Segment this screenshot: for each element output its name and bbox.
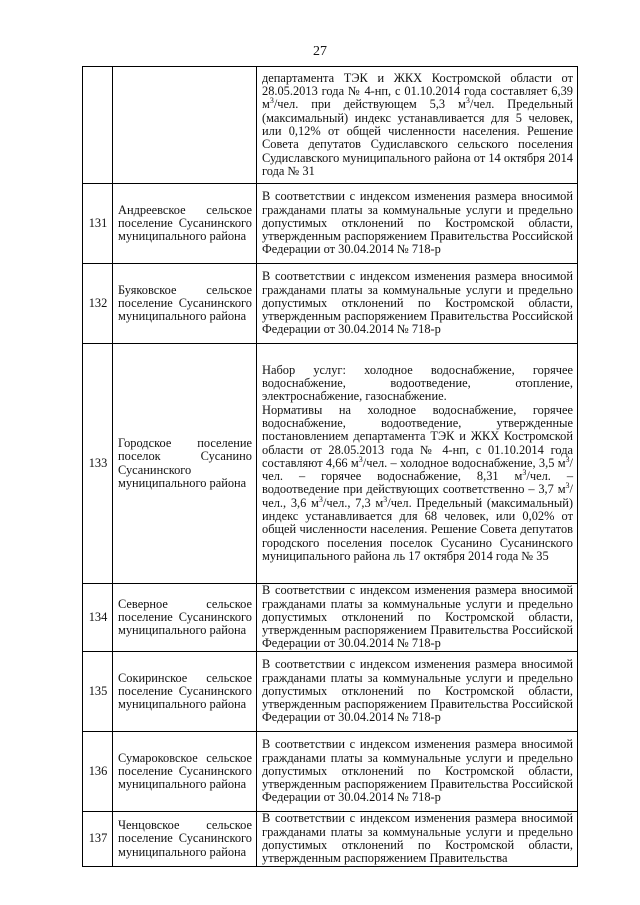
row-description: В соответствии с индексом изменения размера вносимой гражданами платы за коммунальные услуги и предельно допустимых отклонений по Костромской области, утвержденным распоряжением Правительства Российской Федерации от 30.04.2014 № 718-р	[257, 652, 578, 732]
row-description: департамента ТЭК и ЖКХ Костромской области от 28.05.2013 года № 4-нп, с 01.10.2014 года составляет 6,39 $м^3$/чел. при действующем 5,3 $м^3$/чел. Предельный (максимальный) индекс устанавливается для 5 человек, или 0,12% от общей численности населения. Решение Совета депутатов Судиславского сельского поселения Судиславского муниципального района от 14 октября 2014 года № 31	[257, 67, 578, 184]
row-description: В соответствии с индексом изменения размера вносимой гражданами платы за коммунальные услуги и предельно допустимых отклонений по Костромской области, утвержденным распоряжением Правительства Российской Федерации от 30.04.2014 № 718-р	[257, 732, 578, 812]
table-row	[83, 812, 578, 867]
settlement-name: Городское поселение поселок Сусанино Сусанинского муниципального района	[113, 344, 257, 584]
row-number: 134	[83, 584, 113, 652]
table-row	[83, 264, 578, 344]
settlement-name: Северное сельское поселение Сусанинского муниципального района	[113, 584, 257, 652]
row-description: В соответствии с индексом изменения размера вносимой гражданами платы за коммунальные услуги и предельно допустимых отклонений по Костромской области, утвержденным распоряжением Правительства Российской Федерации от 30.04.2014 № 718-р	[257, 264, 578, 344]
settlements-table	[82, 66, 578, 867]
services-list: Набор услуг: холодное водоснабжение, горячее водоснабжение, водоотведение, отопление, электроснабжение, газоснабжение.	[262, 362, 573, 404]
row-number: 137	[83, 812, 113, 867]
table-row	[83, 652, 578, 732]
settlement-name	[113, 67, 257, 184]
row-description: В соответствии с индексом изменения размера вносимой гражданами платы за коммунальные услуги и предельно допустимых отклонений по Костромской области, утвержденным распоряжением Правительства Российской Федерации от 30.04.2014 № 718-р	[257, 184, 578, 264]
row-number: 136	[83, 732, 113, 812]
table-row	[83, 67, 578, 184]
row-description: В соответствии с индексом изменения размера вносимой гражданами платы за коммунальные услуги и предельно допустимых отклонений по Костромской области, утвержденным распоряжением Правительства	[257, 812, 578, 867]
page-number: 27	[313, 44, 327, 59]
row-number	[83, 67, 113, 184]
row-number: 132	[83, 264, 113, 344]
table-row	[83, 584, 578, 652]
row-number: 133	[83, 344, 113, 584]
row-description: В соответствии с индексом изменения размера вносимой гражданами платы за коммунальные услуги и предельно допустимых отклонений по Костромской области, утвержденным распоряжением Правительства Российской Федерации от 30.04.2014 № 718-р	[257, 584, 578, 652]
norms-text: Нормативы на холодное водоснабжение, горячее водоснабжение, водоотведение, утвержденные постановлением департамента ТЭК и ЖКХ Костромской области от 28.05.2013 года № 4-нп, с 01.10.2014 года составляют 4,66 $м^3$/чел. – холодное водоснабжение, 3,5 $м^3$/чел. – горячее водоснабжение, 8,31 $м^3$/чел. – водоотведение при действующих соответственно – 3,7 $м^3$/чел., 3,6 $м^3$/чел., 7,3 $м^3$/чел. Предельный (максимальный) индекс устанавливается для 68 человек, или 0,02% от общей численности населения. Решение Совета депутатов городского поселения поселок Сусанино Сусанинского муниципального района ль 17 октября 2014 года № 35	[262, 402, 574, 563]
settlement-name: Буяковское сельское поселение Сусанинского муниципального района	[113, 264, 257, 344]
table-row	[83, 184, 578, 264]
row-description	[257, 344, 578, 584]
table-row	[83, 732, 578, 812]
settlement-name: Ченцовское сельское поселение Сусанинского муниципального района	[113, 812, 257, 867]
row-number: 131	[83, 184, 113, 264]
settlement-name: Сокиринское сельское поселение Сусанинского муниципального района	[113, 652, 257, 732]
table-row	[83, 344, 578, 584]
row-number: 135	[83, 652, 113, 732]
settlement-name: Андреевское сельское поселение Сусанинского муниципального района	[113, 184, 257, 264]
settlement-name: Сумароковское сельское поселение Сусанинского муниципального района	[113, 732, 257, 812]
